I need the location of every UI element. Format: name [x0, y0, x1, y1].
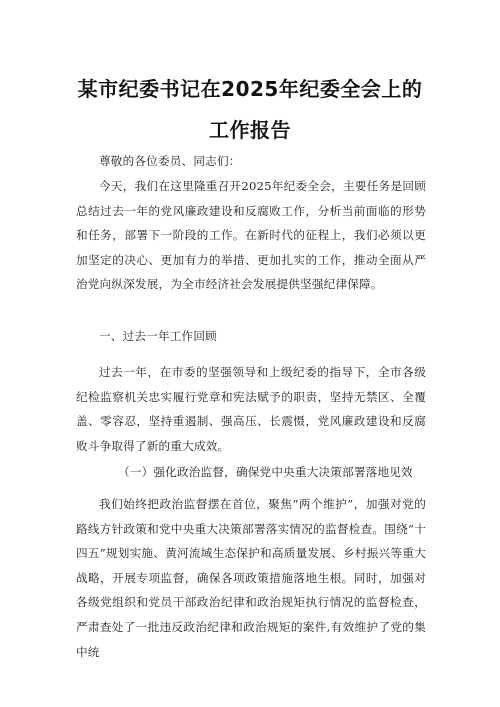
intro-paragraph: 今天，我们在这里隆重召开2025年纪委全会，主要任务是回顾总结过去一年的党风廉政建设和反腐败工作，分析当前面临的形势和任务，部署下一阶段的工作。在新时代的征程上，我们必须以更加坚定的决心、更加有力的举措、更加扎实的工作，推动全面从严治党向纵深发展，为全市经济社会发展提供坚强纪律保障。	[76, 179, 426, 292]
salutation: 尊敬的各位委员、同志们：	[99, 154, 241, 168]
document-title-line-2: 工作报告	[209, 118, 291, 142]
section-heading-review: 一、过去一年工作回顾	[99, 329, 217, 343]
section-review-paragraph: 过去一年，在市委的坚强领导和上级纪委的指导下，全市各级纪检监察机关忠实履行党章和宪法赋予的职责，坚持无禁区、全覆盖、零容忍，坚持重遏制、强高压、长震慑，党风廉政建设和反腐败斗争取得了新的重大成效。	[76, 365, 426, 453]
subsection-heading-political-supervision: （一）强化政治监督，确保党中央重大决策部署落地见效	[118, 465, 413, 479]
subsection-political-supervision-paragraph: 我们始终把政治监督摆在首位，聚焦“两个维护”，加强对党的路线方针政策和党中央重大决策部署落实情况的监督检查。围绕“十四五”规划实施、黄河流域生态保护和高质量发展、乡村振兴等重大战略，开展专项监督，确保各项政策措施落地生根。同时，加强对各级党组织和党员干部政治纪律和政治规矩执行情况的监督检查，严肃查处了一批违反政治纪律和政治规矩的案件,有效维护了党的集中统	[76, 497, 426, 659]
document-title-line-1: 某市纪委书记在2025年纪委全会上的	[77, 77, 423, 101]
